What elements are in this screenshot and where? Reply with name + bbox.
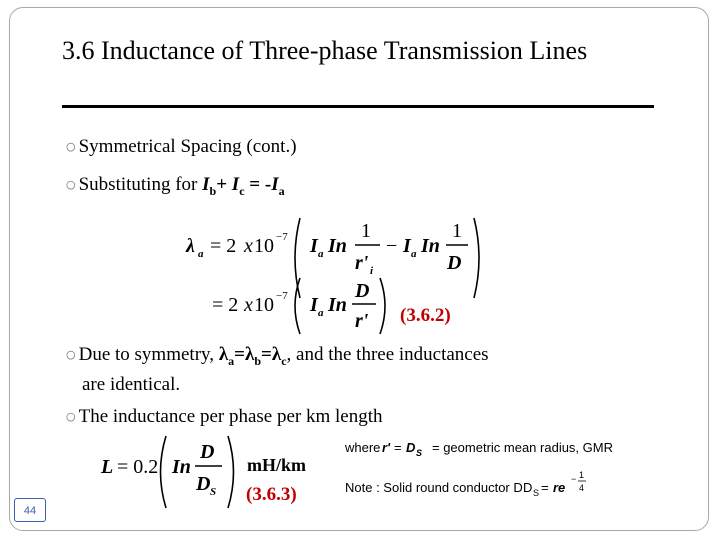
- svg-text:D: D: [200, 441, 215, 463]
- svg-text:x: x: [244, 235, 253, 257]
- svg-text:D: D: [406, 440, 416, 455]
- svg-text:a: a: [318, 248, 324, 260]
- svg-text:r': r': [355, 252, 369, 274]
- svg-text:−7: −7: [276, 231, 288, 243]
- equation-label-3-6-3: (3.6.3): [246, 484, 297, 505]
- svg-text:r': r': [355, 310, 369, 332]
- svg-text:−: −: [386, 235, 398, 257]
- svg-text:I: I: [310, 294, 318, 316]
- gmr-definition: = geometric mean radius, GMR: [432, 440, 613, 455]
- bullet-text-suffix: , and the three inductances: [286, 344, 489, 365]
- svg-text:a: a: [318, 307, 324, 319]
- note-text: Note : Solid round conductor D: [345, 480, 523, 495]
- svg-text:1: 1: [452, 220, 462, 242]
- svg-text:= 2: = 2: [212, 294, 239, 316]
- svg-text:In: In: [421, 235, 440, 257]
- bullet-text: Due to symmetry,: [78, 344, 219, 365]
- svg-text:= 2: = 2: [210, 235, 237, 257]
- svg-text:L: L: [101, 456, 114, 478]
- svg-text:D: D: [355, 280, 370, 302]
- svg-text:=: =: [394, 440, 402, 455]
- svg-text:r': r': [382, 440, 391, 455]
- bullet-text: Symmetrical Spacing (cont.): [78, 136, 297, 157]
- bullet-icon: ○: [66, 348, 76, 361]
- svg-text:a: a: [198, 248, 204, 260]
- svg-text:S: S: [210, 486, 217, 498]
- svg-text:I: I: [310, 235, 318, 257]
- svg-text:S: S: [533, 488, 540, 498]
- svg-text:4: 4: [579, 483, 585, 493]
- svg-text:D: D: [447, 252, 462, 274]
- svg-text:a: a: [411, 248, 417, 260]
- svg-text:x: x: [244, 294, 253, 316]
- equation-label-3-6-2: (3.6.2): [400, 305, 451, 326]
- svg-text:−: −: [571, 474, 577, 484]
- svg-text:1: 1: [579, 470, 585, 480]
- page-number: 44: [14, 498, 46, 522]
- bullet-icon: ○: [66, 410, 76, 423]
- svg-text:= 0.2: = 0.2: [117, 456, 159, 478]
- bullet-continuation: are identical.: [82, 373, 181, 395]
- bullet-text: The inductance per phase per km length: [78, 406, 383, 427]
- bullet-text: Substituting for: [78, 174, 203, 195]
- svg-text:re: re: [553, 480, 566, 495]
- where-label: where: [345, 440, 381, 455]
- svg-text:=: =: [541, 480, 549, 495]
- svg-text:−7: −7: [276, 290, 288, 302]
- bullet-icon: ○: [66, 140, 76, 153]
- svg-text:In: In: [328, 294, 347, 316]
- svg-text:D: D: [196, 473, 211, 495]
- svg-text:1: 1: [361, 220, 371, 242]
- svg-text:10: 10: [254, 294, 274, 316]
- slide-title: 3.6 Inductance of Three-phase Transmission Lines: [62, 36, 588, 65]
- svg-text:In: In: [172, 456, 191, 478]
- svg-text:In: In: [328, 235, 347, 257]
- svg-text:λ: λ: [186, 235, 195, 257]
- unit-label: mH/km: [247, 455, 307, 475]
- bullet-icon: ○: [66, 178, 76, 191]
- svg-text:I: I: [403, 235, 411, 257]
- svg-text:10: 10: [254, 235, 274, 257]
- bullet-symmetry: ○ Due to symmetry, $\lambda_a=\lambda_b=\lambda_c$, and the three inductances are identical.: [66, 343, 666, 397]
- svg-text:D: D: [523, 480, 533, 495]
- bullet-substituting: ○ Substituting for $I_b+ I_c = -I_a$: [66, 174, 285, 198]
- svg-text:S: S: [416, 448, 423, 458]
- svg-text:i: i: [370, 265, 374, 277]
